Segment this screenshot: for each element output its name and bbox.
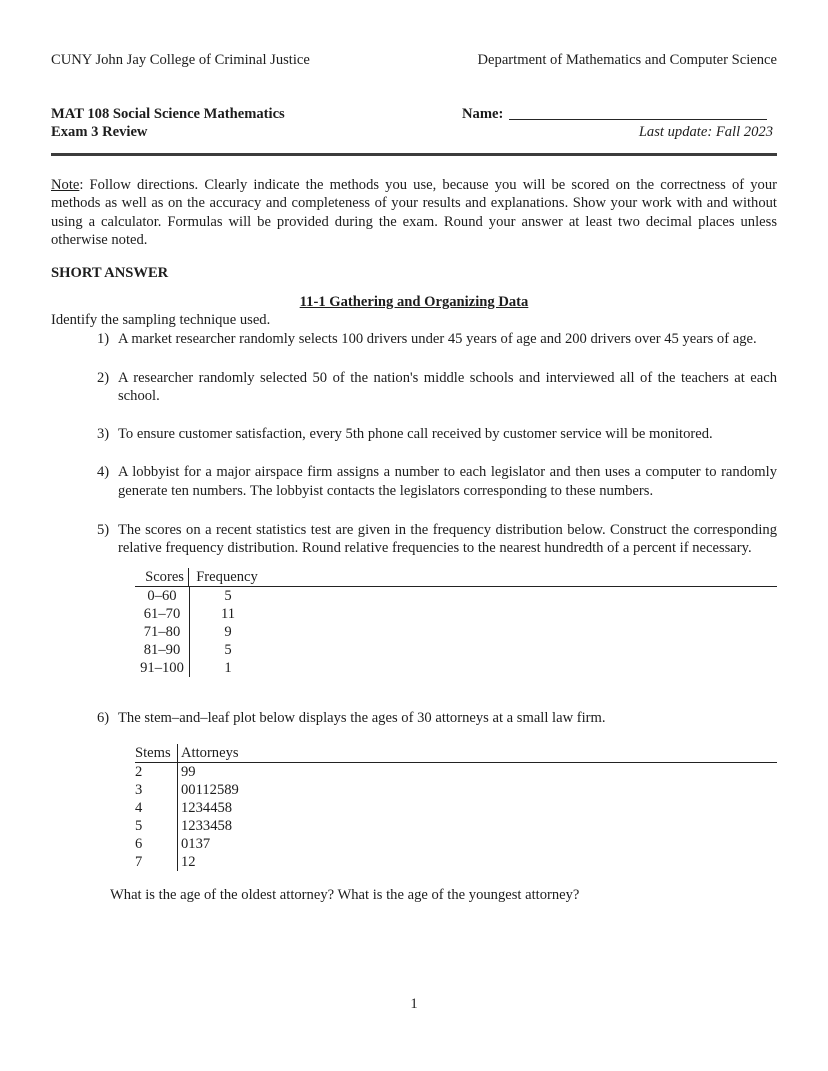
stem-leaf-row (135, 781, 777, 799)
course-title: MAT 108 Social Science Mathematics (51, 106, 285, 123)
question-number: 2) (97, 369, 110, 386)
course-info-right (462, 105, 777, 141)
question-text: The stem–and–leaf plot below displays the ages of 30 attorneys at a small law firm. (118, 710, 606, 727)
leaf-cell: 0137 (181, 836, 211, 853)
course-info-left (51, 105, 462, 141)
exam-title: Exam 3 Review (51, 124, 148, 141)
frequency-table-header (135, 568, 777, 587)
question-item-1 (97, 330, 777, 348)
stem-leaf-header (135, 744, 777, 763)
last-update: Last update: Fall 2023 (638, 124, 773, 141)
stem-cell: 2 (135, 763, 178, 781)
table-cell-frequency: 5 (224, 588, 232, 605)
note-label: Note (51, 177, 80, 194)
table-cell-scores: 0–60 (135, 587, 190, 605)
name-label: Name: (462, 106, 504, 123)
stem-leaf-row (135, 799, 777, 817)
table-row (135, 659, 777, 677)
leaf-cell: 1234458 (181, 800, 233, 817)
divider-rule (51, 153, 777, 157)
table-cell-frequency: 11 (220, 606, 236, 623)
question-text: To ensure customer satisfaction, every 5th phone call received by customer service will be monitored. (118, 426, 713, 443)
section-title (51, 293, 777, 311)
short-answer-heading: SHORT ANSWER (51, 264, 169, 281)
table-row (135, 641, 777, 659)
name-line (462, 105, 777, 123)
stem-cell: 5 (135, 817, 178, 835)
table-cell-frequency: 5 (224, 642, 232, 659)
table-row (135, 587, 777, 605)
note-paragraph (51, 176, 777, 249)
table-cell-frequency: 9 (224, 624, 232, 641)
table-header-stems: Stems (135, 744, 178, 762)
leaf-cell: 00112589 (181, 782, 239, 799)
question-number: 1) (97, 330, 110, 347)
question-number: 3) (97, 426, 110, 443)
stem-leaf-row (135, 835, 777, 853)
section-title-text: 11-1 Gathering and Organizing Data (299, 294, 529, 311)
note-body: : Follow directions. Clearly indicate the methods you use, because you will be scored on the correctness of your methods as well as on the accuracy and completeness of your results and explanations. Show your work with and without using a calculator. Formulas will be provided during the exam. Round your answer at least two decimal places unless otherwise noted. (51, 177, 777, 248)
leaf-cell: 99 (181, 764, 196, 781)
question-number: 6) (97, 710, 110, 727)
table-cell-scores: 61–70 (135, 605, 190, 623)
table-cell-scores: 81–90 (135, 641, 190, 659)
question-item-5 (97, 521, 777, 557)
table-header-scores: Scores (135, 568, 189, 586)
stem-leaf-row (135, 853, 777, 871)
question-text: The scores on a recent statistics test are given in the frequency distribution below. Construct the corresponding relative frequency distribution. Round relative frequencies to the nearest hundredth of a percent if necessary. (118, 521, 777, 556)
leaf-cell: 1233458 (181, 818, 233, 835)
stem-leaf-row (135, 817, 777, 835)
followup-question: What is the age of the oldest attorney? What is the age of the youngest attorney? (110, 887, 580, 904)
stem-cell: 4 (135, 799, 178, 817)
page-number: 1 (410, 996, 418, 1012)
stem-cell: 7 (135, 853, 178, 871)
name-blank-line (509, 105, 767, 120)
table-row (135, 605, 777, 623)
table-cell-scores: 91–100 (135, 659, 190, 677)
table-cell-frequency: 1 (224, 660, 232, 677)
stem-cell: 3 (135, 781, 178, 799)
table-cell-scores: 71–80 (135, 623, 190, 641)
course-info-block (51, 105, 777, 141)
question-text: A lobbyist for a major airspace firm assigns a number to each legislator and then uses a computer to randomly generate ten numbers. The lobbyist contacts the legislators corresponding to these numbers. (118, 464, 777, 499)
table-header-attorneys: Attorneys (181, 745, 239, 762)
question-item-6 (97, 709, 777, 727)
question-item-3 (97, 425, 777, 443)
question-text: A market researcher randomly selects 100 drivers under 45 years of age and 200 drivers over 45 years of age. (118, 330, 757, 347)
instruction-text: Identify the sampling technique used. (51, 312, 271, 329)
institution-name: CUNY John Jay College of Criminal Justice (51, 52, 310, 68)
stem-leaf-row (135, 763, 777, 781)
stem-cell: 6 (135, 835, 178, 853)
frequency-table (135, 568, 777, 677)
table-header-frequency: Frequency (196, 569, 258, 586)
question-item-4 (97, 463, 777, 499)
document-header (51, 51, 777, 69)
question-item-2 (97, 369, 777, 405)
leaf-cell: 12 (181, 854, 196, 871)
question-text: A researcher randomly selected 50 of the nation's middle schools and interviewed all of the teachers at each school. (118, 369, 777, 404)
question-number: 4) (97, 464, 110, 481)
department-name: Department of Mathematics and Computer Science (477, 52, 777, 68)
question-number: 5) (97, 521, 110, 538)
table-row (135, 623, 777, 641)
stem-and-leaf-plot (135, 744, 777, 871)
